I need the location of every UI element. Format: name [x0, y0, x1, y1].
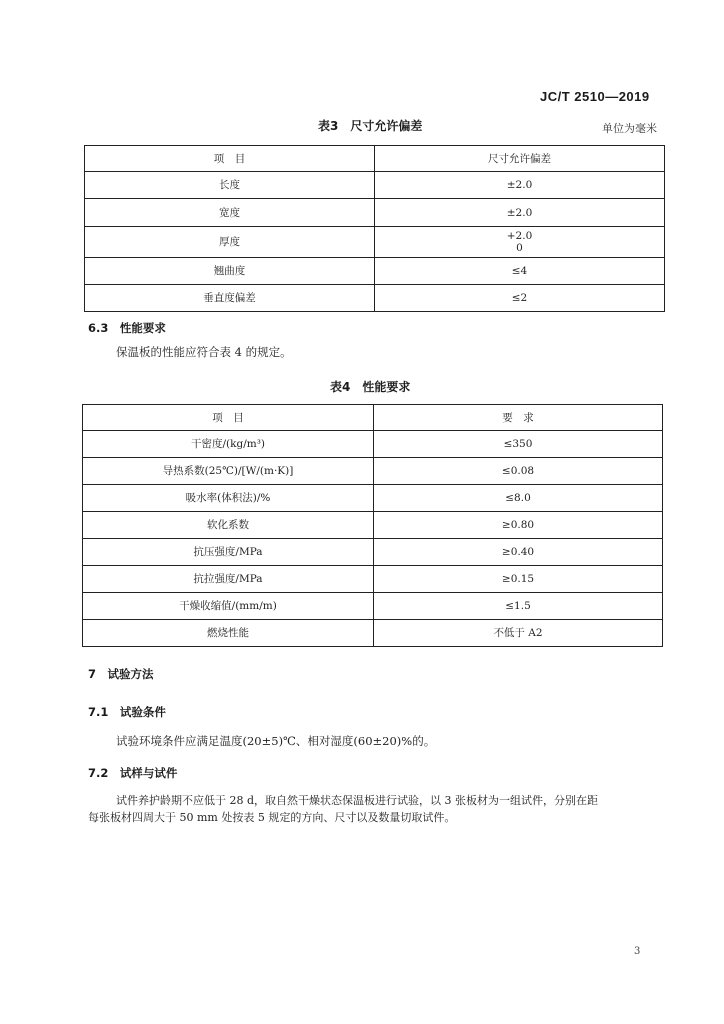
table-cell-item: 软化系数	[83, 512, 374, 539]
table-cell-item: 垂直度偏差	[85, 285, 375, 312]
table-row	[83, 593, 663, 620]
table-cell-value: ≥0.40	[374, 539, 663, 566]
table-cell-value: ≤8.0	[374, 485, 663, 512]
table-cell-value: ≥0.15	[374, 566, 663, 593]
table3-caption: 表3 尺寸允许偏差	[318, 119, 423, 133]
table-row	[83, 431, 663, 458]
standard-code: JC/T 2510—2019	[540, 89, 650, 104]
table-cell-item: 导热系数(25℃)/[W/(m·K)]	[83, 458, 374, 485]
table-cell-item: 厚度	[85, 227, 375, 258]
table4-col-header-item: 项 目	[83, 405, 374, 431]
section-7-heading: 7 试验方法	[88, 667, 154, 681]
table-row	[85, 199, 665, 227]
table-row	[83, 458, 663, 485]
table-cell-value: ±2.0	[375, 172, 665, 199]
table-cell-value: ±2.0	[375, 199, 665, 227]
table-cell-item: 抗拉强度/MPa	[83, 566, 374, 593]
table4-col-header-value: 要 求	[374, 405, 663, 431]
table-cell-value: ≤350	[374, 431, 663, 458]
table-row	[85, 227, 665, 258]
table-cell-value: 不低于 A2	[374, 620, 663, 647]
table-cell-value	[375, 227, 665, 258]
table-cell-item: 翘曲度	[85, 258, 375, 285]
table-cell-item: 长度	[85, 172, 375, 199]
table-cell-value: ≤2	[375, 285, 665, 312]
table-cell-value: ≤0.08	[374, 458, 663, 485]
table-row	[85, 172, 665, 199]
section-7-2-text-line1: 试件养护龄期不应低于 28 d，取自然干燥状态保温板进行试验，以 3 张板材为一组试件，分别在距	[116, 794, 599, 807]
section-6-3-text: 保温板的性能应符合表 4 的规定。	[116, 345, 292, 359]
table3-col-header-value: 尺寸允许偏差	[375, 146, 665, 172]
table4	[82, 404, 663, 647]
section-7-2-heading: 7.2 试样与试件	[88, 766, 178, 780]
table-row	[83, 539, 663, 566]
table-cell-item: 抗压强度/MPa	[83, 539, 374, 566]
table-cell-item: 干密度/(kg/m³)	[83, 431, 374, 458]
section-7-1-text: 试验环境条件应满足温度(20±5)℃、相对湿度(60±20)%的。	[116, 734, 436, 748]
section-7-2-text-line2: 每张板材四周大于 50 mm 处按表 5 规定的方向、尺寸以及数量切取试件。	[88, 811, 456, 824]
table-cell-value: ≤4	[375, 258, 665, 285]
table3-unit-note: 单位为毫米	[602, 122, 657, 135]
table-cell-item: 吸水率(体积法)/%	[83, 485, 374, 512]
table-row	[83, 485, 663, 512]
section-7-1-heading: 7.1 试验条件	[88, 705, 166, 719]
table3	[84, 145, 665, 312]
table-row	[85, 258, 665, 285]
table-cell-value: ≤1.5	[374, 593, 663, 620]
table4-caption: 表4 性能要求	[330, 380, 411, 394]
table-cell-item: 燃烧性能	[83, 620, 374, 647]
table3-col-header-item: 项 目	[85, 146, 375, 172]
page-number: 3	[634, 946, 641, 957]
tolerance-lower: 0	[516, 242, 523, 254]
table-cell-value: ≥0.80	[374, 512, 663, 539]
table4-header-row	[83, 405, 663, 431]
table-cell-item: 宽度	[85, 199, 375, 227]
table-row	[83, 512, 663, 539]
section-6-3-heading: 6.3 性能要求	[88, 321, 166, 335]
table-row	[83, 620, 663, 647]
table-row	[83, 566, 663, 593]
table3-header-row	[85, 146, 665, 172]
table-row	[85, 285, 665, 312]
table-cell-item: 干燥收缩值/(mm/m)	[83, 593, 374, 620]
tolerance-upper: +2.0	[506, 230, 533, 242]
